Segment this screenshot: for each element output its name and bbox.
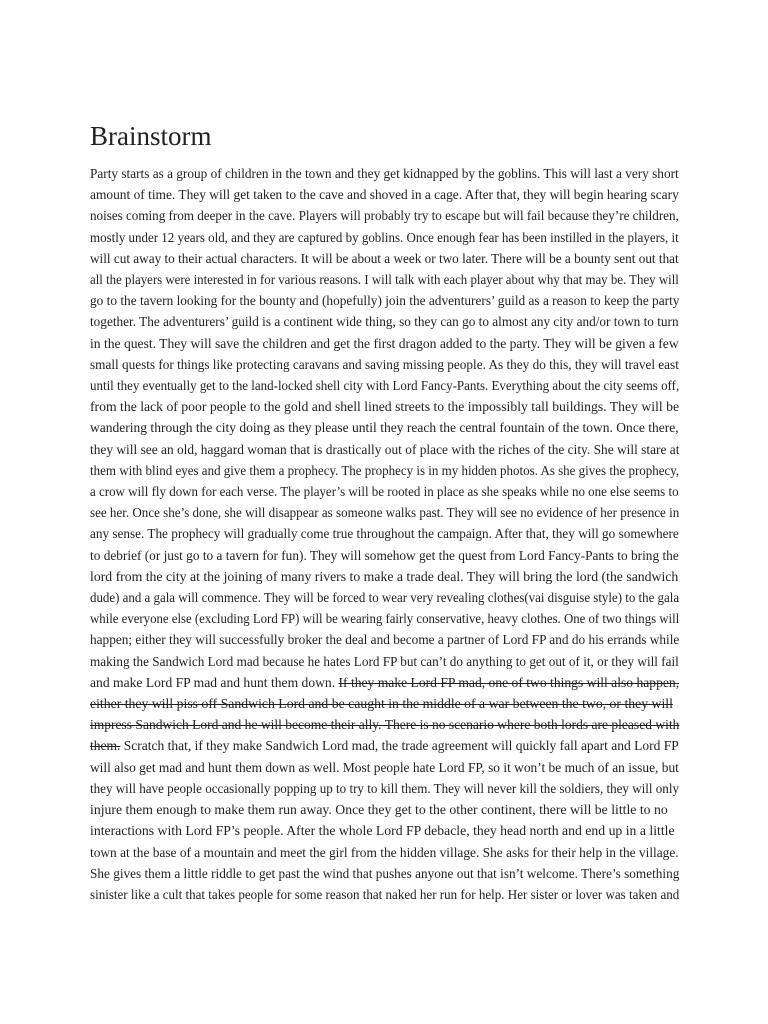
line-text: will cut away to their actual characters. It will be about a week or two later. There will be a bounty sent out that: [90, 251, 679, 267]
text-line: [90, 291, 680, 312]
text-line: [90, 588, 680, 609]
line-text: them with blind eyes and give them a prophecy. The prophecy is in my hidden photos. As she gives the prophecy,: [90, 463, 680, 479]
line-text: interactions with Lord FP’s people. After the whole Lord FP debacle, they head north and end up in a little: [90, 824, 675, 840]
struck-text: them.: [90, 739, 121, 755]
line-text: in the quest. They will save the children and get the first dragon added to the party. They will be given a few: [90, 336, 679, 352]
text-line: [90, 630, 680, 651]
line-text: mostly under 12 years old, and they are captured by goblins. Once enough fear has been instilled in the players, it: [90, 230, 679, 246]
text-line: [90, 609, 680, 630]
line-text: while everyone else (excluding Lord FP) will be wearing fairly conservative, heavy clothes. One of two things will: [90, 612, 680, 628]
line-text: until they eventually get to the land-locked shell city with Lord Fancy-Pants. Everything about the city seems off,: [90, 379, 680, 395]
text-line: [90, 418, 679, 439]
struck-text: impress Sandwich Lord and he will become their ally. There is no scenario where both lords are pleased with: [90, 718, 680, 734]
text-line: [90, 206, 679, 227]
text-line: [90, 779, 679, 800]
text-line: [90, 334, 679, 355]
text-line: [90, 524, 679, 545]
line-text: go to the tavern looking for the bounty and (hopefully) join the adventurers’ guild as a reason to keep the party: [90, 294, 680, 310]
line-text: noises coming from deeper in the cave. Players will probably try to escape but will fail because they’re children,: [90, 209, 679, 225]
line-text: from the lack of poor people to the gold and shell lined streets to the impossibly tall buildings. They will be: [90, 400, 680, 416]
line-text: injure them enough to make them run away. Once they get to the other continent, there will be little to no: [90, 803, 668, 819]
text-line: [90, 736, 679, 757]
text-line: [90, 461, 680, 482]
document-body: [90, 164, 690, 906]
text-line: [90, 715, 680, 736]
text-line: [90, 821, 679, 842]
text-line: [90, 694, 679, 715]
line-text: making the Sandwich Lord mad because he hates Lord FP but can’t do anything to get out of it, or they will fail: [90, 654, 679, 670]
line-text: wandering through the city doing as they please until they reach the central fountain of the town. Once there,: [90, 421, 679, 437]
text-line: [90, 185, 679, 206]
line-text: town at the base of a mountain and meet the girl from the hidden village. She asks for their help in the village.: [90, 845, 679, 861]
line-text: and make Lord FP mad and hunt them down.: [90, 675, 339, 691]
line-text: amount of time. They will get taken to the cave and shoved in a cage. After that, they will begin hearing scary: [90, 188, 679, 204]
text-line: [90, 546, 679, 567]
text-line: [90, 397, 680, 418]
text-line: [90, 270, 679, 291]
text-line: [90, 673, 680, 694]
text-line: [90, 376, 680, 397]
text-line: [90, 800, 679, 821]
struck-text: either they will piss off Sandwich Lord and be caught in the middle of a war between the two, or they will: [90, 697, 673, 713]
text-line: [90, 440, 680, 461]
text-line: [90, 567, 679, 588]
document-title: Brainstorm: [90, 121, 212, 151]
text-line: [90, 482, 679, 503]
line-text: small quests for things like protecting caravans and saving missing people. As they do this, they will travel east: [90, 357, 679, 373]
text-line: [90, 355, 679, 376]
text-line: [90, 503, 680, 524]
text-line: [90, 843, 679, 864]
line-text: dude) and a gala will commence. They will be forced to wear very revealing clothes(vai disguise style) to the gala: [90, 591, 680, 607]
text-line: [90, 249, 679, 270]
line-text: lord from the city at the joining of many rivers to make a trade deal. They will bring the lord (the sandwich: [90, 569, 679, 585]
line-text: sinister like a cult that takes people for some reason that naked her run for help. Her sister or lover was taken and: [90, 887, 680, 903]
text-line: [90, 758, 679, 779]
line-text: see her. Once she’s done, she will disappear as someone walks past. They will see no evidence of her presence in: [90, 506, 680, 522]
text-line: [90, 164, 679, 185]
text-line: [90, 652, 679, 673]
struck-text: If they make Lord FP mad, one of two things will also happen,: [338, 675, 680, 691]
line-text: any sense. The prophecy will gradually come true throughout the campaign. After that, they will go somewhere: [90, 527, 679, 543]
text-line: [90, 228, 679, 249]
text-line: [90, 864, 680, 885]
line-text: She gives them a little riddle to get past the wind that pushes anyone out that isn’t welcome. There’s something: [90, 866, 680, 882]
line-text: a crow will fly down for each verse. The player’s will be rooted in place as she speaks while no one else seems to: [90, 485, 679, 501]
line-text: they will see an old, haggard woman that is drastically out of place with the riches of the city. She will stare at: [90, 442, 680, 458]
line-text: will also get mad and hunt them down as well. Most people hate Lord FP, so it won’t be much of an issue, but: [90, 760, 679, 776]
text-line: [90, 312, 679, 333]
line-text: together. The adventurers’ guild is a continent wide thing, so they can go to almost any city and/or town to turn: [90, 315, 679, 331]
line-text: all the players were interested in for various reasons. I will talk with each player about why that may be. They will: [90, 273, 679, 289]
line-text: Scratch that, if they make Sandwich Lord mad, the trade agreement will quickly fall apart and Lord FP: [120, 739, 679, 755]
text-line: [90, 885, 680, 906]
line-text: Party starts as a group of children in the town and they get kidnapped by the goblins. This will last a very short: [90, 167, 679, 182]
line-text: to debrief (or just go to a tavern for fun). They will somehow get the quest from Lord Fancy-Pants to bring the: [90, 548, 679, 564]
line-text: happen; either they will successfully broker the deal and become a partner of Lord FP and do his errands while: [90, 633, 680, 649]
line-text: they will have people occasionally popping up to try to kill them. They will never kill the soldiers, they will only: [90, 781, 679, 797]
